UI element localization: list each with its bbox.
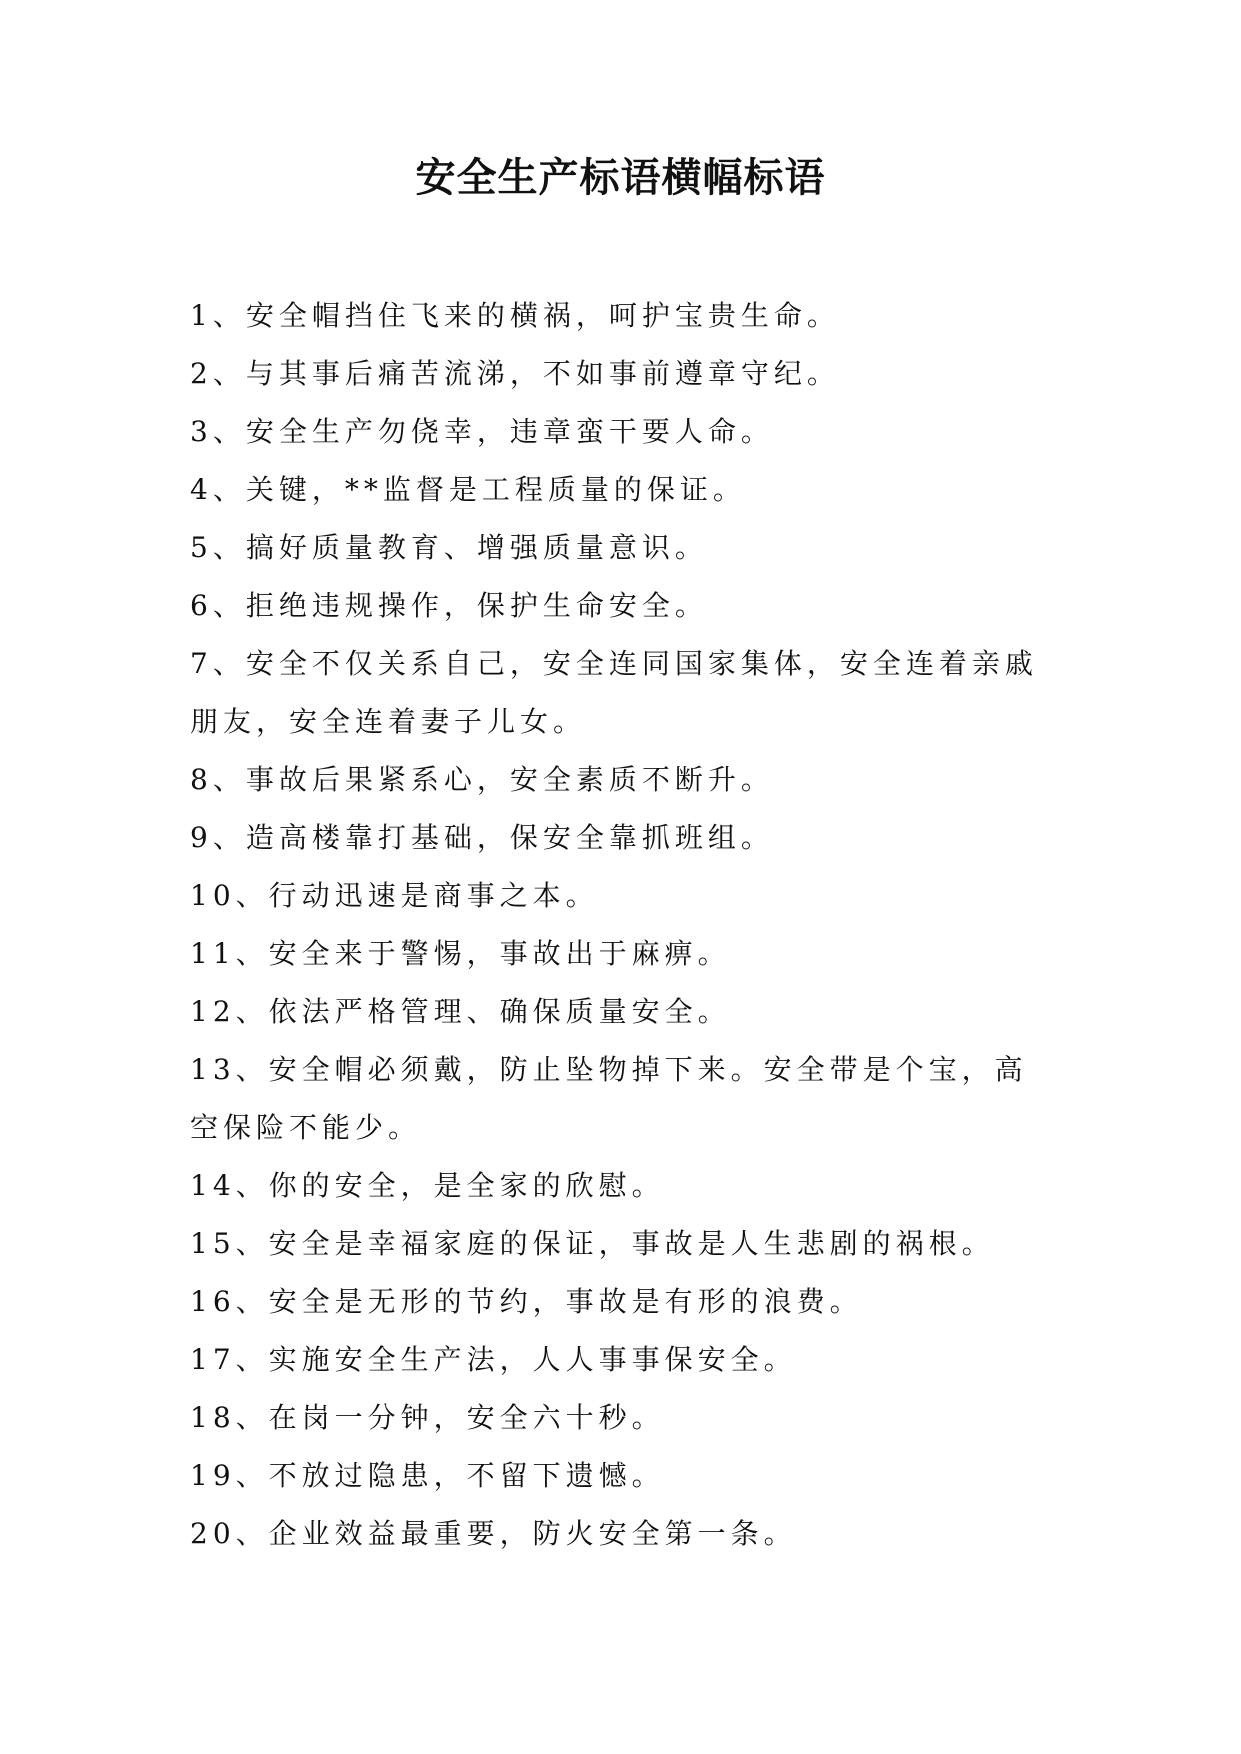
list-item: 17、实施安全生产法，人人事事保安全。 [190, 1343, 797, 1376]
list-item: 4、关键，**监督是工程质量的保证。 [190, 473, 746, 506]
list-item: 10、行动迅速是商事之本。 [190, 879, 599, 912]
list-item: 14、你的安全，是全家的欣慰。 [190, 1169, 665, 1202]
list-item: 12、依法严格管理、确保质量安全。 [190, 995, 731, 1028]
list-item: 19、不放过隐患，不留下遗憾。 [190, 1459, 665, 1492]
list-item: 13、安全帽必须戴，防止坠物掉下来。安全带是个宝，高空保险不能少。 [190, 1053, 1028, 1144]
page-title: 安全生产标语横幅标语 [415, 154, 826, 201]
list-item: 11、安全来于警惕，事故出于麻痹。 [190, 937, 731, 970]
list-item: 1、安全帽挡住飞来的横祸，呵护宝贵生命。 [190, 299, 840, 332]
list-item: 7、安全不仅关系自己，安全连同国家集体，安全连着亲戚朋友，安全连着妻子儿女。 [190, 647, 1038, 738]
list-item: 8、事故后果紧系心，安全素质不断升。 [190, 763, 774, 796]
slogan-list [190, 287, 1060, 1563]
list-item: 15、安全是幸福家庭的保证，事故是人生悲剧的祸根。 [190, 1227, 995, 1260]
list-item: 5、搞好质量教育、增强质量意识。 [190, 531, 708, 564]
list-item: 9、造高楼靠打基础，保安全靠抓班组。 [190, 821, 774, 854]
list-item: 20、企业效益最重要，防火安全第一条。 [190, 1517, 797, 1550]
list-item: 6、拒绝违规操作，保护生命安全。 [190, 589, 708, 622]
list-item: 16、安全是无形的节约，事故是有形的浪费。 [190, 1285, 863, 1318]
list-item: 3、安全生产勿侥幸，违章蛮干要人命。 [190, 415, 774, 448]
list-item: 2、与其事后痛苦流涕，不如事前遵章守纪。 [190, 357, 840, 390]
list-item: 18、在岗一分钟，安全六十秒。 [190, 1401, 665, 1434]
